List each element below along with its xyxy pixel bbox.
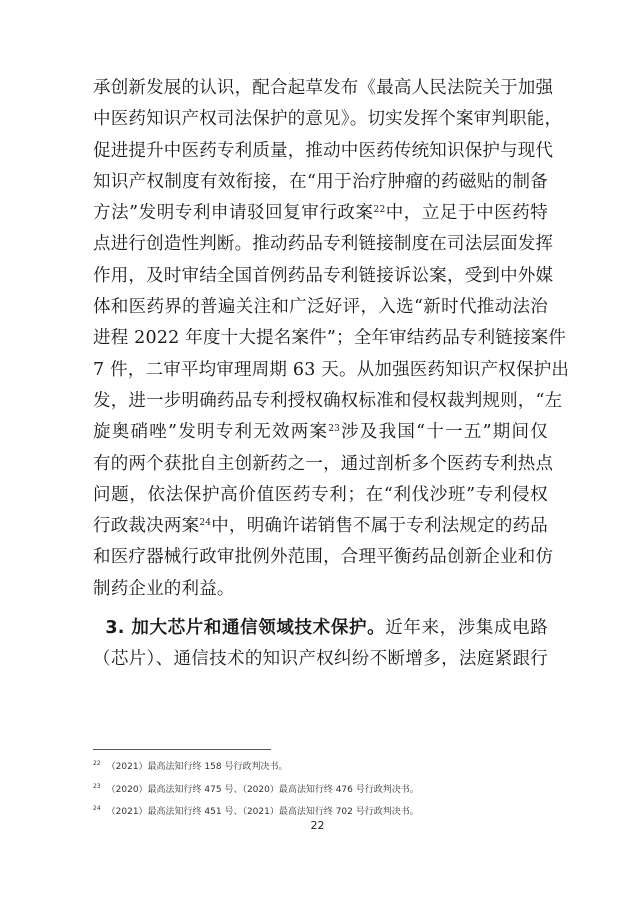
footnote-number: 24 [93,805,101,812]
footnote-ref-23[interactable]: 23 [328,424,341,435]
text-line: 承创新发展的认识，配合起草发布《最高人民法院关于加强 [93,78,554,98]
text-segment: 方法”发明专利申请驳回复审行政案 [93,203,374,224]
footnote-text: （2021）最高法知行终 158 号行政判决书。 [106,762,288,772]
text-line: 问题，依法保护高价值医药专利；在“利伐沙班”专利侵权 [93,484,548,505]
text-line: 点进行创造性判断。推动药品专利链接制度在司法层面发挥 [93,234,554,255]
footnote-ref-22[interactable]: 22 [373,205,386,216]
footnote-23 [93,779,553,802]
footnote-ref-24[interactable]: 24 [199,518,212,529]
text-line: 发，进一步明确药品专利授权确权标准和侵权裁判规则，“左 [93,390,563,411]
text-line [93,198,548,229]
text-line: 有的两个获批自主创新药之一，通过剖析多个医药专利热点 [93,453,554,474]
text-line: 体和医药界的普遍关注和广泛好评，入选“新时代推动法治 [93,297,548,318]
text-line [93,417,548,448]
text-line: 作用，及时审结全国首例药品专利链接诉讼案，受到中外媒 [93,265,554,286]
footnote-text: （2021）最高法知行终 451 号、（2021）最高法知行终 702 号行政判决书。 [106,807,419,817]
footnotes [93,756,553,824]
text-segment: 行政裁决两案 [93,516,200,537]
body-paragraph [93,73,570,676]
text-segment: 中，明确许诺销售不属于专利法规定的药品 [211,516,548,537]
section-line [93,613,548,644]
text-line: 进程 2022 年度十大提名案件”；全年审结药品专利链接案件 [93,328,567,349]
footnote-text: （2020）最高法知行终 475 号、（2020）最高法知行终 476 号行政判决书。 [106,784,419,795]
text-line: 7 件，二审平均审理周期 63 天。从加强医药知识产权保护出 [93,359,570,380]
text-segment: 涉及我国“十一五”期间仅 [340,422,549,443]
text-line: （芯片）、通信技术的知识产权纠纷不断增多，法庭紧跟行 [93,649,548,670]
text-line [93,511,548,542]
section-heading: 3. 加大芯片和通信领域技术保护。 [105,618,386,639]
section-text: 近年来，涉集成电路 [385,618,548,639]
text-segment: 旋奥硝唑”发明专利无效两案 [93,422,329,443]
text-line: 制药企业的利益。 [93,578,235,599]
text-segment: 中，立足于中医药特 [385,203,548,224]
page-number: 22 [310,819,325,832]
text-line: 和医疗器械行政审批例外范围，合理平衡药品创新企业和仿 [93,547,554,568]
text-line: 知识产权制度有效衔接，在“用于治疗肿瘤的药磁贴的制备 [93,171,548,192]
text-line: 中医药知识产权司法保护的意见》。切实发挥个案审判职能， [93,109,563,130]
footnote-divider [93,749,271,750]
footnote-number: 22 [93,760,101,767]
text-line: 促进提升中医药专利质量，推动中医药传统知识保护与现代 [93,140,554,161]
footnote-number: 23 [93,782,101,790]
footnote-22 [93,756,553,779]
